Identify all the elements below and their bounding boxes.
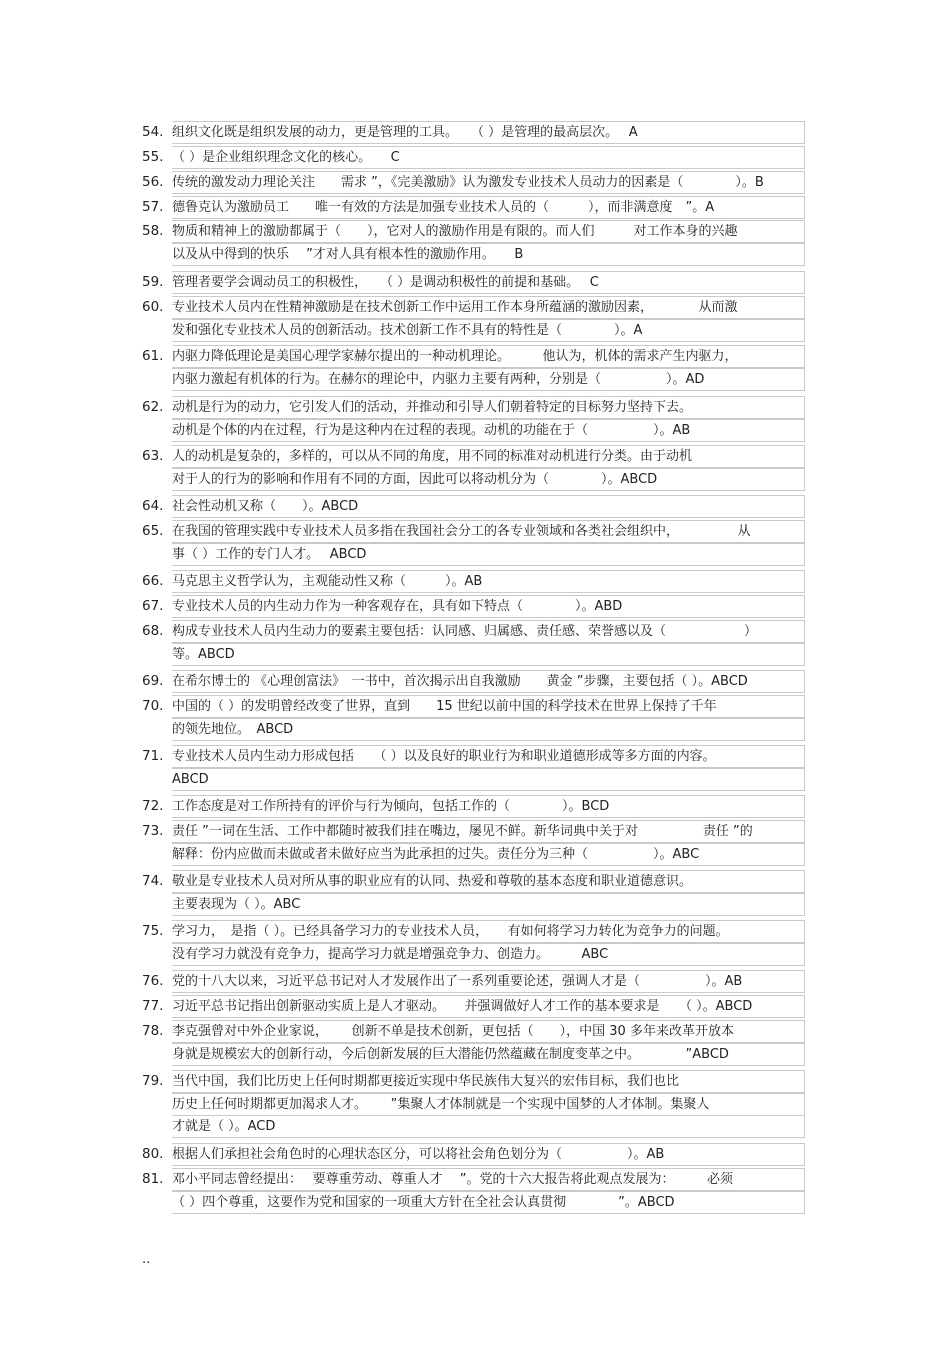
question-text-line: 内驱力激起有机体的行为。在赫尔的理论中，内驱力主要有两种，分别是（ ）。AD xyxy=(172,368,805,391)
question-item xyxy=(142,995,807,1018)
question-item xyxy=(142,1168,807,1213)
question-text-line: 历史上任何时期都更加渴求人才。 ”集聚人才体制就是一个实现中国梦的人才体制。集聚人 xyxy=(172,1093,805,1116)
question-text-line: 等。ABCD xyxy=(172,643,805,666)
question-text-line: 邓小平同志曾经提出： 要尊重劳动、尊重人才 ”。党的十六大报告将此观点发展为： 必须 xyxy=(172,1168,805,1191)
question-number: 70. xyxy=(142,698,164,714)
question-item xyxy=(142,970,807,993)
question-text-line: 组织文化既是组织发展的动力，更是管理的工具。 （ ）是管理的最高层次。 A xyxy=(172,121,805,144)
question-text-line: 党的十八大以来，习近平总书记对人才发展作出了一系列重要论述，强调人才是（ ）。AB xyxy=(172,970,805,993)
question-item xyxy=(142,171,807,194)
question-number: 74. xyxy=(142,873,164,889)
question-text-line: 以及从中得到的快乐 ”才对人具有根本性的激励作用。 B xyxy=(172,243,805,266)
question-text-line: 主要表现为（ ）。ABC xyxy=(172,893,805,916)
question-text-line: 社会性动机又称（ ）。ABCD xyxy=(172,495,805,518)
question-number: 56. xyxy=(142,174,164,190)
question-text-line: 的领先地位。 ABCD xyxy=(172,718,805,741)
question-text-line: 发和强化专业技术人员的创新活动。技术创新工作不具有的特性是（ ）。A xyxy=(172,319,805,342)
question-number: 61. xyxy=(142,348,164,364)
question-number: 59. xyxy=(142,274,164,290)
question-item xyxy=(142,146,807,169)
question-text-line: 管理者要学会调动员工的积极性， （ ）是调动积极性的前提和基础。 C xyxy=(172,271,805,294)
question-text-line: 工作态度是对工作所持有的评价与行为倾向，包括工作的（ ）。BCD xyxy=(172,795,805,818)
question-text-line: 动机是行为的动力，它引发人们的活动，并推动和引导人们朝着特定的目标努力坚持下去。 xyxy=(172,396,805,419)
question-item xyxy=(142,745,807,790)
question-item xyxy=(142,520,807,565)
question-number: 64. xyxy=(142,498,164,514)
question-text-line: 构成专业技术人员内生动力的要素主要包括：认同感、归属感、责任感、荣誉感以及（ ） xyxy=(172,620,805,643)
question-text-line: 物质和精神上的激励都属于（ ），它对人的激励作用是有限的。而人们 对工作本身的兴趣 xyxy=(172,220,805,243)
question-number: 62. xyxy=(142,399,164,415)
question-item xyxy=(142,345,807,390)
question-text-line: 德鲁克认为激励员工 唯一有效的方法是加强专业技术人员的（ ），而非满意度 ”。A xyxy=(172,196,805,219)
question-number: 57. xyxy=(142,199,164,215)
question-item xyxy=(142,1143,807,1166)
question-number: 67. xyxy=(142,598,164,614)
question-item xyxy=(142,820,807,865)
question-text-line: 专业技术人员内在性精神激励是在技术创新工作中运用工作本身所蕴涵的激励因素， 从而激 xyxy=(172,296,805,319)
question-number: 55. xyxy=(142,149,164,165)
question-number: 69. xyxy=(142,673,164,689)
question-item xyxy=(142,620,807,665)
question-text-line: 才就是（ ）。ACD xyxy=(172,1115,805,1138)
question-item xyxy=(142,595,807,618)
question-text-line: 对于人的行为的影响和作用有不同的方面，因此可以将动机分为（ ）。ABCD xyxy=(172,468,805,491)
question-text-line: 敬业是专业技术人员对所从事的职业应有的认同、热爱和尊敬的基本态度和职业道德意识。 xyxy=(172,870,805,893)
question-text-line: 人的动机是复杂的，多样的，可以从不同的角度，用不同的标准对动机进行分类。由于动机 xyxy=(172,445,805,468)
question-item xyxy=(142,296,807,341)
question-text-line: 学习力， 是指（ ）。已经具备学习力的专业技术人员， 有如何将学习力转化为竞争力的问题。 xyxy=(172,920,805,943)
question-number: 79. xyxy=(142,1073,164,1089)
question-number: 73. xyxy=(142,823,164,839)
question-number: 71. xyxy=(142,748,164,764)
question-text-line: 责任 ”一词在生活、工作中都随时被我们挂在嘴边，屡见不鲜。新华词典中关于对 责任 ”的 xyxy=(172,820,805,843)
question-item xyxy=(142,1020,807,1065)
question-item xyxy=(142,396,807,441)
question-text-line: 习近平总书记指出创新驱动实质上是人才驱动。 并强调做好人才工作的基本要求是 （ ）。ABCD xyxy=(172,995,805,1018)
question-text-line: ABCD xyxy=(172,768,805,791)
question-number: 68. xyxy=(142,623,164,639)
question-text-line: （ ）是企业组织理念文化的核心。 C xyxy=(172,146,805,169)
question-item xyxy=(142,695,807,740)
question-text-line: 李克强曾对中外企业家说， 创新不单是技术创新，更包括（ ），中国 30 多年来改革开放本 xyxy=(172,1020,805,1043)
question-text-line: 当代中国，我们比历史上任何时期都更接近实现中华民族伟大复兴的宏伟目标，我们也比 xyxy=(172,1070,805,1093)
question-text-line: 专业技术人员内生动力形成包括 （ ）以及良好的职业行为和职业道德形成等多方面的内容。 xyxy=(172,745,805,768)
question-item xyxy=(142,495,807,518)
question-item xyxy=(142,570,807,593)
question-number: 76. xyxy=(142,973,164,989)
question-item xyxy=(142,870,807,915)
question-text-line: 中国的（ ）的发明曾经改变了世界，直到 15 世纪以前中国的科学技术在世界上保持了千年 xyxy=(172,695,805,718)
question-text-line: 动机是个体的内在过程，行为是这种内在过程的表现。动机的功能在于（ ）。AB xyxy=(172,419,805,442)
question-text-line: 在希尔博士的 《心理创富法》 一书中，首次揭示出自我激励 黄金 ”步骤，主要包括（ ）。ABCD xyxy=(172,670,805,693)
question-number: 80. xyxy=(142,1146,164,1162)
question-text-line: 没有学习力就没有竞争力，提高学习力就是增强竞争力、创造力。 ABC xyxy=(172,943,805,966)
question-text-line: 解释：份内应做而未做或者未做好应当为此承担的过失。责任分为三种（ ）。ABC xyxy=(172,843,805,866)
question-item xyxy=(142,920,807,965)
question-item xyxy=(142,670,807,693)
question-item xyxy=(142,121,807,144)
question-text-line: 根据人们承担社会角色时的心理状态区分，可以将社会角色划分为（ ）。AB xyxy=(172,1143,805,1166)
question-item xyxy=(142,445,807,490)
page-footer: .. xyxy=(142,1252,151,1267)
question-item xyxy=(142,1070,807,1138)
question-text-line: 内驱力降低理论是美国心理学家赫尔提出的一种动机理论。 他认为，机体的需求产生内驱力， xyxy=(172,345,805,368)
question-number: 78. xyxy=(142,1023,164,1039)
question-number: 77. xyxy=(142,998,164,1014)
question-text-line: 马克思主义哲学认为，主观能动性又称（ ）。AB xyxy=(172,570,805,593)
question-text-line: 传统的激发动力理论关注 需求 ”，《完美激励》认为激发专业技术人员动力的因素是（ ）。B xyxy=(172,171,805,194)
question-number: 81. xyxy=(142,1171,164,1187)
question-text-line: 专业技术人员的内生动力作为一种客观存在，具有如下特点（ ）。ABD xyxy=(172,595,805,618)
question-number: 63. xyxy=(142,448,164,464)
question-number: 75. xyxy=(142,923,164,939)
question-item xyxy=(142,196,807,219)
question-number: 66. xyxy=(142,573,164,589)
question-number: 72. xyxy=(142,798,164,814)
question-number: 58. xyxy=(142,223,164,239)
question-item xyxy=(142,220,807,265)
question-text-line: （ ）四个尊重，这要作为党和国家的一项重大方针在全社会认真贯彻 ”。ABCD xyxy=(172,1191,805,1214)
question-item xyxy=(142,795,807,818)
question-number: 65. xyxy=(142,523,164,539)
question-number: 60. xyxy=(142,299,164,315)
question-text-line: 事（ ）工作的专门人才。 ABCD xyxy=(172,543,805,566)
question-text-line: 在我国的管理实践中专业技术人员多指在我国社会分工的各专业领域和各类社会组织中， 从 xyxy=(172,520,805,543)
question-text-line: 身就是规模宏大的创新行动，今后创新发展的巨大潜能仍然蕴藏在制度变革之中。 ”ABCD xyxy=(172,1043,805,1066)
question-item xyxy=(142,271,807,294)
question-number: 54. xyxy=(142,124,164,140)
